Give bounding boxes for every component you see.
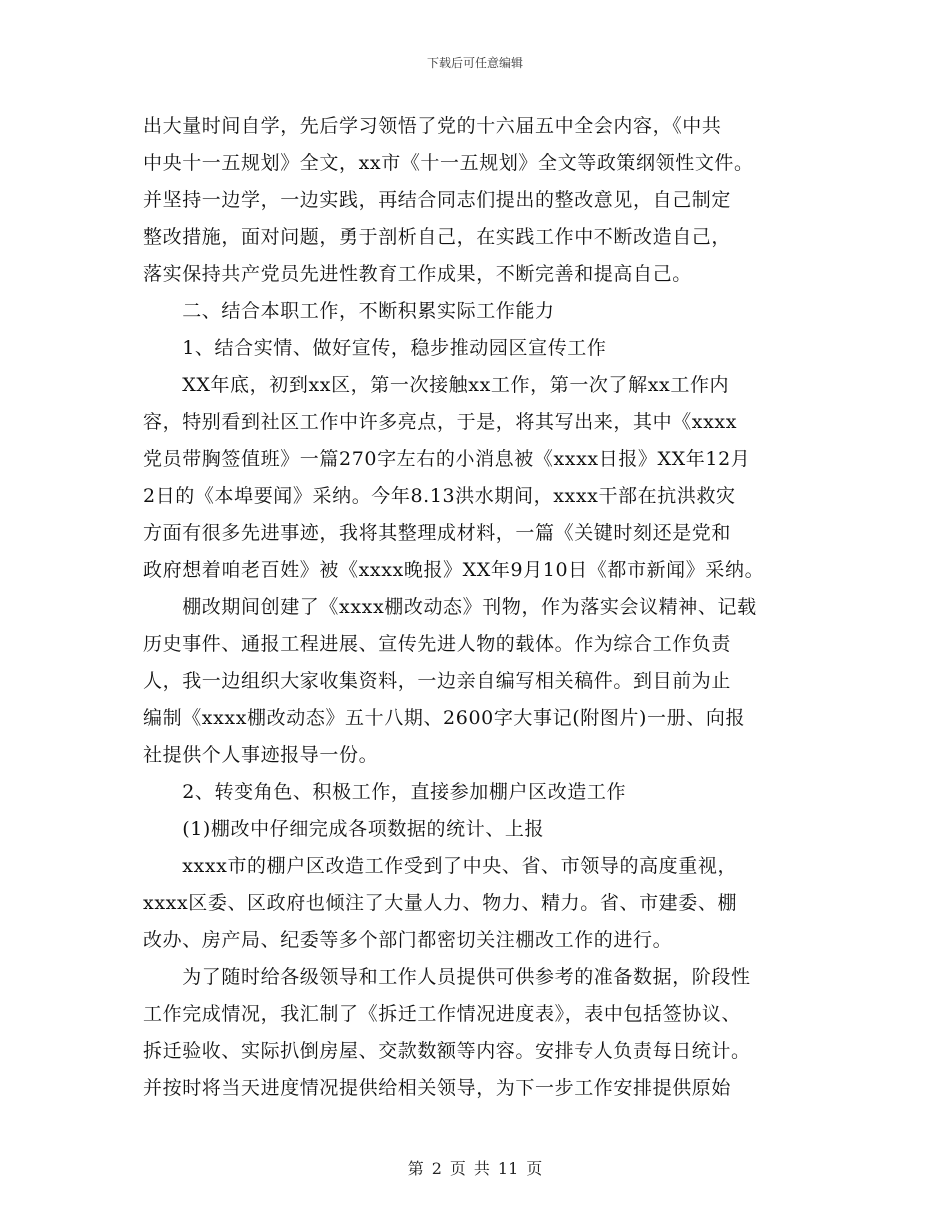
text-line: 整改措施，面对问题，勇于剖析自己，在实践工作中不断改造自己， bbox=[143, 226, 732, 248]
footer-di: 第 bbox=[407, 1159, 424, 1178]
page-number: 2 bbox=[431, 1159, 442, 1178]
text-line: 党员带胸签值班》一篇270字左右的小消息被《xxxx日报》XX年12月 bbox=[143, 448, 751, 470]
text-line: 并按时将当天进度情况提供给相关领导，为下一步工作安排提供原始 bbox=[143, 1077, 732, 1099]
text-line: 容，特别看到社区工作中许多亮点，于是，将其写出来，其中《xxxx bbox=[143, 411, 738, 433]
page-header: 下载后可任意编辑 bbox=[426, 56, 523, 70]
subsection-heading: 1、结合实情、做好宣传，稳步推动园区宣传工作 bbox=[143, 337, 607, 359]
footer-ye: 页 bbox=[449, 1159, 466, 1178]
subsection-heading: (1)棚改中仔细完成各项数据的统计、上报 bbox=[143, 818, 545, 840]
page-footer bbox=[0, 1156, 950, 1179]
text-line: 编制《xxxx棚改动态》五十八期、2600字大事记(附图片)一册、向报 bbox=[143, 707, 746, 729]
footer-gong: 共 bbox=[473, 1159, 490, 1178]
text-line: 历史事件、通报工程进展、宣传先进人物的载体。作为综合工作负责 bbox=[143, 633, 732, 655]
text-line: 改办、房产局、纪委等多个部门都密切关注棚改工作的进行。 bbox=[143, 929, 673, 951]
text-line: 中央十一五规划》全文，xx市《十一五规划》全文等政策纲领性文件。 bbox=[143, 152, 754, 174]
text-line: XX年底，初到xx区，第一次接触xx工作，第一次了解xx工作内 bbox=[143, 374, 730, 396]
text-line: 政府想着咱老百姓》被《xxxx晚报》XX年9月10日《都市新闻》采纳。 bbox=[143, 559, 765, 581]
text-line: 工作完成情况，我汇制了《拆迁工作情况进度表》，表中包括签协议、 bbox=[143, 1003, 742, 1025]
text-line: xxxx市的棚户区改造工作受到了中央、省、市领导的高度重视， bbox=[143, 855, 738, 877]
document-body bbox=[143, 108, 815, 1107]
total-pages: 11 bbox=[497, 1159, 519, 1178]
text-line: 出大量时间自学，先后学习领悟了党的十六届五中全会内容，《中共 bbox=[143, 115, 722, 137]
footer-ye-end: 页 bbox=[526, 1159, 543, 1178]
text-line: 棚改期间创建了《xxxx棚改动态》刊物，作为落实会议精神、记载 bbox=[143, 596, 757, 618]
text-line: 并坚持一边学，一边实践，再结合同志们提出的整改意见，自己制定 bbox=[143, 189, 732, 211]
text-line: xxxx区委、区政府也倾注了大量人力、物力、精力。省、市建委、棚 bbox=[143, 892, 738, 914]
text-line: 拆迁验收、实际扒倒房屋、交款数额等内容。安排专人负责每日统计。 bbox=[143, 1040, 751, 1062]
text-line: 方面有很多先进事迹，我将其整理成材料，一篇《关键时刻还是党和 bbox=[143, 522, 732, 544]
section-heading: 二、结合本职工作，不断积累实际工作能力 bbox=[143, 300, 555, 322]
text-line: 2日的《本埠要闻》采纳。今年8.13洪水期间，xxxx干部在抗洪救灾 bbox=[143, 485, 736, 507]
text-line: 社提供个人事迹报导一份。 bbox=[143, 744, 379, 766]
subsection-heading: 2、转变角色、积极工作，直接参加棚户区改造工作 bbox=[143, 781, 627, 803]
text-line: 为了随时给各级领导和工作人员提供可供参考的准备数据，阶段性 bbox=[143, 966, 751, 988]
text-line: 人，我一边组织大家收集资料，一边亲自编写相关稿件。到目前为止 bbox=[143, 670, 732, 692]
text-line: 落实保持共产党员先进性教育工作成果，不断完善和提高自己。 bbox=[143, 263, 692, 285]
